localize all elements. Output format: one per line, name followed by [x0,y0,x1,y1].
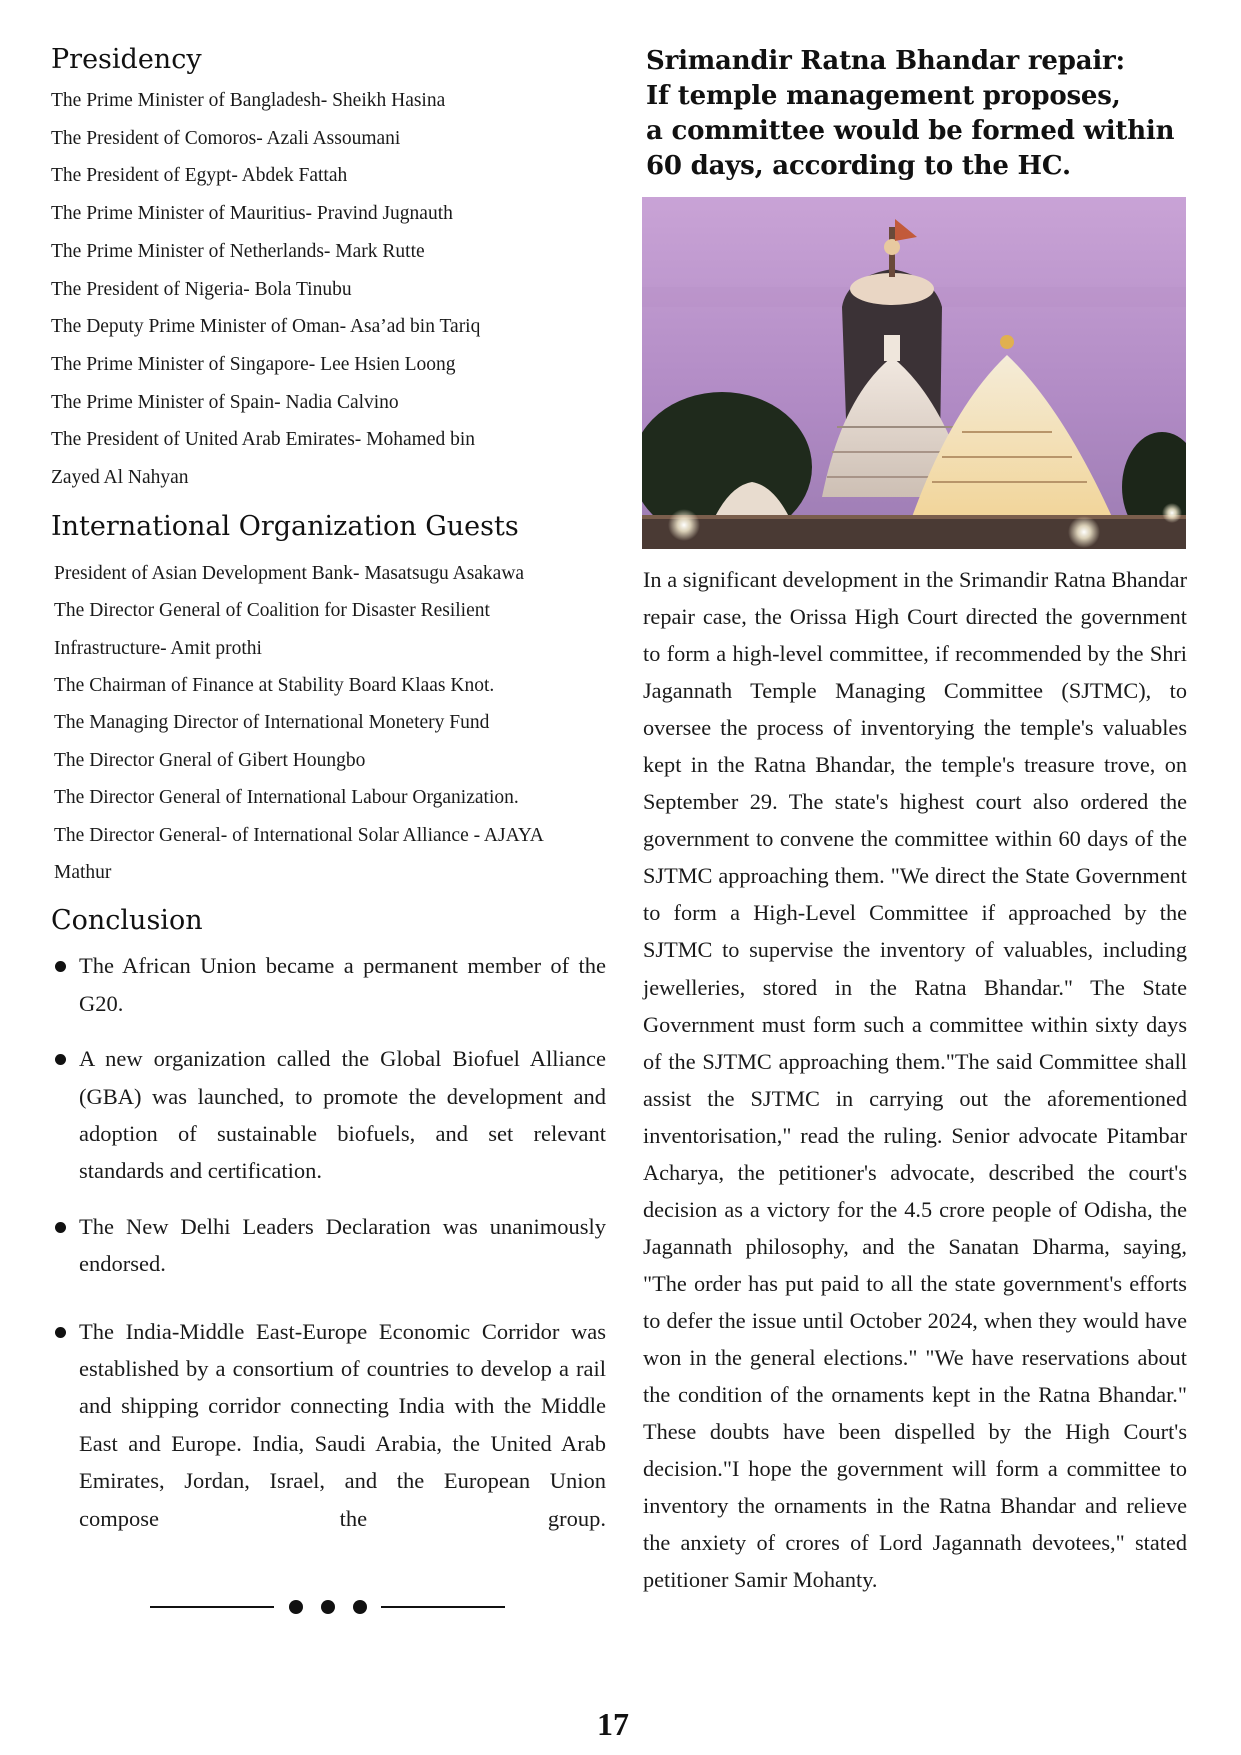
list-item: The Director General of Coalition for Disaster Resilient [54,600,490,622]
conclusion-bullet [51,1208,606,1283]
list-item: The Prime Minister of Spain- Nadia Calvino [51,391,399,413]
list-item: The Prime Minister of Mauritius- Pravind Jugnauth [51,203,453,225]
list-item: The Deputy Prime Minister of Oman- Asa’ad bin Tariq [51,316,481,338]
bullet-text: The African Union became a permanent member of the G20. [79,953,606,1016]
temple-photo [642,197,1186,549]
list-item: The Prime Minister of Bangladesh- Sheikh Hasina [51,90,446,111]
article-body: In a significant development in the Srimandir Ratna Bhandar repair case, the Orissa High Court directed the government to form a high-level committee, if recommended by the Shri Jagannath Temple Managing Committee (SJTMC), to oversee the process of inventorying the temple's valuables kept in the Ratna Bhandar, the temple's treasure trove, on September 29. The state's highest court also ordered the government to convene the committee within 60 days of the SJTMC approaching them. "We direct the State Government to form a High-Level Committee if approached by the SJTMC to supervise the inventory of valuables, including jewelleries, stored in the Ratna Bhandar." The State Government must form such a committee within sixty days of the SJTMC approaching them."The said Committee shall assist the SJTMC in carrying out the aforementioned inventorisation," read the ruling. Senior advocate Pitambar Acharya, the petitioner's advocate, described the court's decision as a victory for the 4.5 crore people of Odisha, the Jagannath philosophy, and the Sanatan Dharma, saying, "The order has put paid to all the state government's efforts to defer the issue until October 2024, when they would have won in the general elections." "We have reservations about the condition of the ornaments kept in the Ratna Bhandar." These doubts have been dispelled by the High Court's decision."I hope the government will form a committee to inventory the ornaments in the Ratna Bhandar and relieve the anxiety of crores of Lord Jagannath devotees," stated petitioner Samir Mohanty. [643,567,1187,1593]
jagannath-temple-image [642,197,1186,549]
conclusion-bullet [51,1040,606,1190]
page-number: 17 [597,1706,629,1742]
list-item: The Prime Minister of Singapore- Lee Hsien Loong [51,353,456,375]
international-guests-list [51,555,606,892]
article-title-line: Srimandir Ratna Bhandar repair: [646,46,1125,76]
conclusion-bullet [51,1313,606,1537]
conclusion-bullet [51,947,606,1022]
list-item: The Director Gneral of Gibert Houngbo [54,749,366,771]
divider-dot-icon [353,1600,367,1614]
list-item: The President of Egypt- Abdek Fattah [51,165,348,187]
list-item: The Chairman of Finance at Stability Board Klaas Knot. [54,674,495,696]
bullet-icon [55,1327,66,1338]
list-item: The Director General- of International Solar Alliance - AJAYA [54,824,544,846]
article-title-line: a committee would be formed within [646,116,1175,146]
bullet-text: A new organization called the Global Biofuel Alliance (GBA) was launched, to promote the development and adoption of sustainable biofuels, and set relevant standards and certification. [79,1046,606,1184]
list-item: Zayed Al Nahyan [51,467,189,489]
article-header [646,44,1194,184]
divider-line [381,1606,505,1608]
article-title [646,44,1194,184]
list-item: The Prime Minister of Netherlands- Mark Rutte [51,240,425,262]
divider-line [150,1606,274,1608]
international-guests-heading: International Organization Guests [51,510,519,542]
list-item: Mathur [54,861,112,883]
divider-dot-icon [321,1600,335,1614]
conclusion-list [51,947,606,1537]
list-item: The President of United Arab Emirates- Mohamed bin [51,429,476,451]
list-item: The President of Comoros- Azali Assoumani [51,127,401,149]
conclusion-heading: Conclusion [51,905,203,937]
bullet-text: The India-Middle East-Europe Economic Corridor was established by a consortium of countries to develop a rail and shipping corridor connecting India with the Middle East and Europe. India, Saudi Arabia, the United Arab Emirates, Jordan, Israel, and the European Union compose the group. [79,1318,606,1531]
article-title-line: 60 days, according to the HC. [646,151,1071,181]
list-item: Infrastructure- Amit prothi [54,637,262,659]
bullet-icon [55,1222,66,1233]
list-item: The President of Nigeria- Bola Tinubu [51,278,352,300]
bullet-icon [55,961,66,972]
presidency-heading: Presidency [51,44,202,75]
article-title-line: If temple management proposes, [646,81,1121,111]
section-divider [150,1597,505,1617]
list-item: The Managing Director of International Monetery Fund [54,712,490,734]
list-item: The Director General of International Labour Organization. [54,787,519,809]
bullet-icon [55,1054,66,1065]
list-item: President of Asian Development Bank- Masatsugu Asakawa [54,562,525,584]
presidency-list [51,82,606,497]
bullet-text: The New Delhi Leaders Declaration was unanimously endorsed. [79,1213,606,1277]
left-column [51,40,606,1537]
divider-dot-icon [289,1600,303,1614]
